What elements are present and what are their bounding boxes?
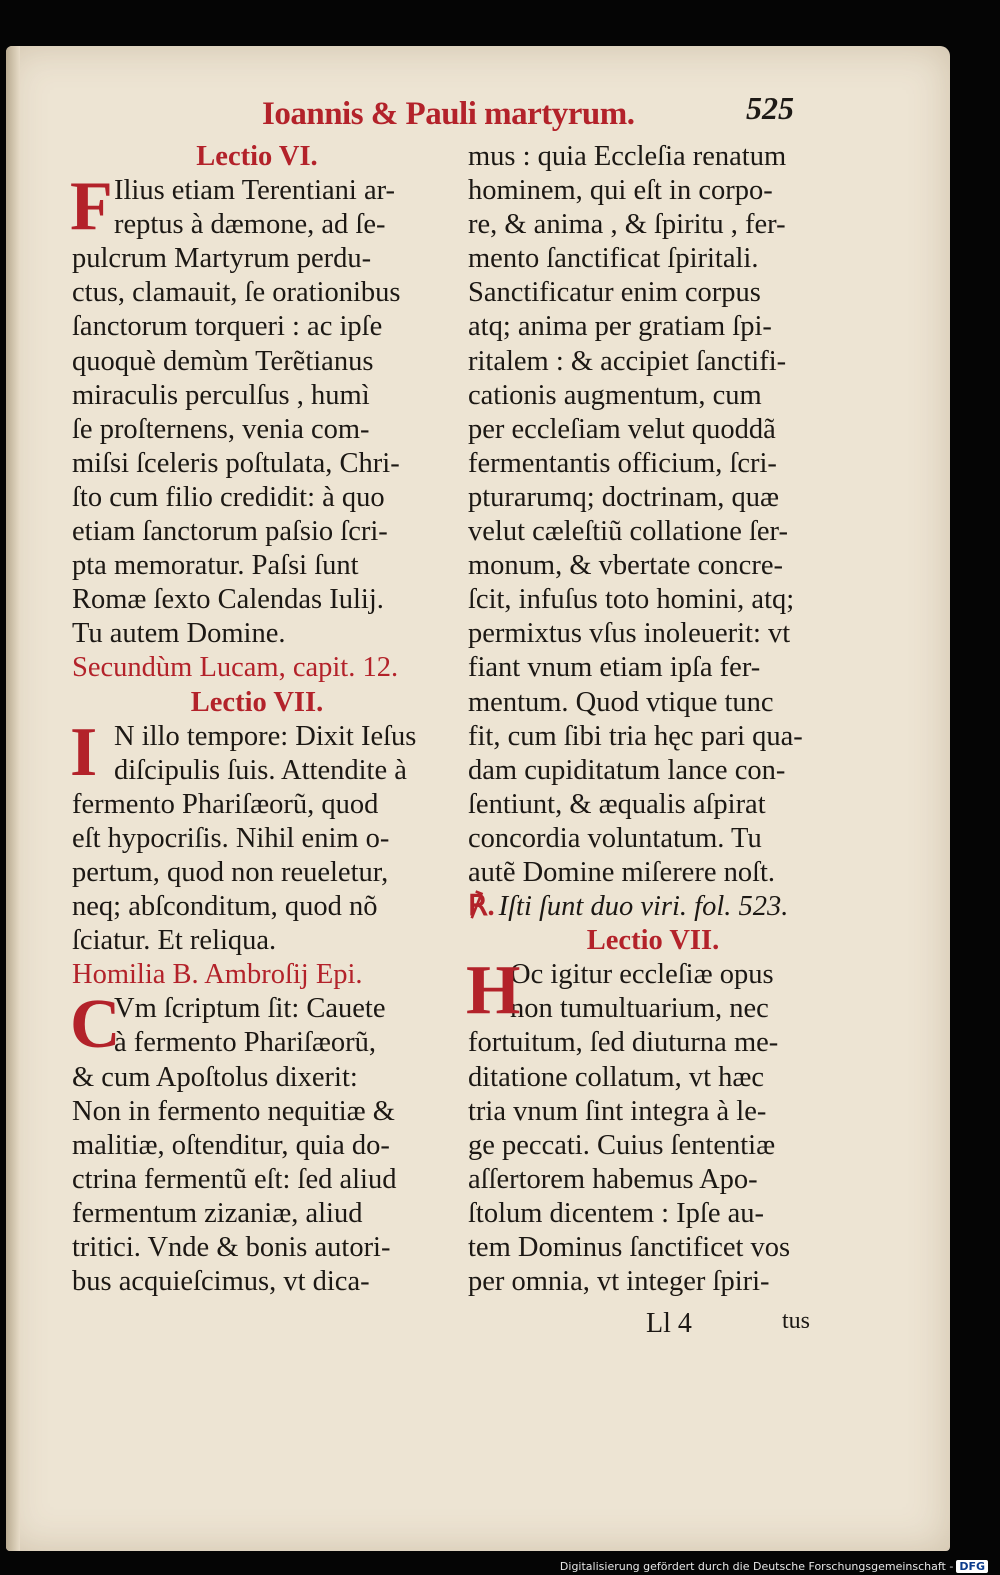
text-line: velut cæleſtiũ collatione ſer- bbox=[468, 516, 788, 548]
text-line: eſt hypocriſis. Nihil enim o- bbox=[72, 822, 390, 854]
text-line: autẽ Domine miſerere noſt. bbox=[468, 856, 776, 888]
text-line: neq; abſconditum, quod nõ bbox=[72, 891, 378, 923]
text-line: ritalem : & accipiet ſanctifi- bbox=[468, 345, 787, 377]
running-head: Ioannis & Pauli martyrum. bbox=[262, 96, 635, 132]
text-line: fermentum zizaniæ, aliud bbox=[72, 1197, 363, 1229]
text-line: miraculis perculſus , humì bbox=[72, 379, 370, 411]
text-line: pturarumq; doctrinam, quæ bbox=[468, 481, 780, 513]
right-column bbox=[468, 140, 838, 1299]
catchword: tus bbox=[782, 1308, 811, 1334]
text-line: dam cupiditatum lance con- bbox=[468, 754, 786, 786]
text-line: ſcit, infuſus toto homini, atq; bbox=[468, 584, 795, 616]
text-line: bus acquieſcimus, vt dica- bbox=[72, 1266, 370, 1298]
text-line: & cum Apoſtolus dixerit: bbox=[72, 1061, 358, 1093]
text-line: Non in fermento nequitiæ & bbox=[72, 1095, 395, 1127]
text-line: concordia voluntatum. Tu bbox=[468, 822, 762, 854]
text-line: ditatione collatum, vt hæc bbox=[468, 1061, 765, 1093]
text-line: pertum, quod non reueletur, bbox=[72, 856, 389, 888]
text-line: per eccleſiam velut quoddã bbox=[468, 413, 776, 445]
rubric-line: Homilia B. Ambroſij Epi. bbox=[72, 959, 363, 991]
digitization-credit bbox=[560, 1560, 988, 1573]
text-line: Oc igitur eccleſiæ opus bbox=[510, 959, 774, 991]
text-line: tria vnum ſint integra à le- bbox=[468, 1095, 767, 1127]
text-line: Tu autem Domine. bbox=[72, 618, 286, 650]
text-paragraph bbox=[70, 168, 442, 651]
page-gutter bbox=[6, 46, 20, 1551]
text-line: fortuitum, ſed diuturna me- bbox=[468, 1027, 779, 1059]
text-line: atq; anima per gratiam ſpi- bbox=[468, 311, 772, 343]
lectio-heading: Lectio VII. bbox=[586, 925, 720, 957]
text-line: ſanctorum torqueri : ac ipſe bbox=[72, 311, 383, 343]
text-line: reptus à dæmone, ad ſe- bbox=[114, 209, 386, 241]
text-line: ſe proſternens, venia com- bbox=[72, 413, 370, 445]
text-line: Ilius etiam Terentiani ar- bbox=[114, 175, 396, 207]
lectio-heading: Lectio VII. bbox=[190, 686, 324, 718]
text-line: Romæ ſexto Calendas Iulij. bbox=[72, 584, 384, 616]
text-line: per omnia, vt integer ſpiri- bbox=[468, 1266, 770, 1298]
text-paragraph bbox=[468, 140, 838, 890]
text-line: ſciatur. Et reliqua. bbox=[72, 925, 277, 957]
text-paragraph bbox=[466, 952, 838, 1299]
text-line: ſtolum dicentem : Ipſe au- bbox=[468, 1197, 764, 1229]
text-line: ge peccati. Cuius ſententiæ bbox=[468, 1129, 776, 1161]
text-line: aſſertorem habemus Apo- bbox=[468, 1163, 758, 1195]
text-line: Sanctificatur enim corpus bbox=[468, 277, 761, 309]
text-line: cationis augmentum, cum bbox=[468, 379, 762, 411]
signature-mark: Ll 4 bbox=[646, 1308, 692, 1339]
drop-initial: F bbox=[70, 168, 113, 246]
responsory-text: Iſti ſunt duo viri. fol. 523. bbox=[498, 891, 789, 923]
text-line: re, & anima , & ſpiritu , fer- bbox=[468, 209, 786, 241]
text-line: ctus, clamauit, ſe orationibus bbox=[72, 277, 401, 309]
text-line: mentum. Quod vtique tunc bbox=[468, 686, 774, 718]
left-column bbox=[72, 140, 442, 1299]
drop-initial: H bbox=[466, 952, 521, 1030]
text-line: à fermento Phariſæorũ, bbox=[114, 1027, 376, 1059]
text-line: fermentantis officium, ſcri- bbox=[468, 447, 777, 479]
text-line: monum, & vbertate concre- bbox=[468, 550, 783, 582]
text-line: tritici. Vnde & bonis autori- bbox=[72, 1232, 391, 1263]
text-line: mus : quia Eccleſia renatum bbox=[468, 141, 787, 172]
text-line: ſentiunt, & æqualis aſpirat bbox=[468, 788, 766, 820]
text-line: diſcipulis ſuis. Attendite à bbox=[114, 754, 407, 786]
text-line: malitiæ, oſtenditur, quia do- bbox=[72, 1129, 390, 1161]
text-line: permixtus vſus inoleuerit: vt bbox=[468, 618, 791, 650]
text-line: miſsi ſceleris poſtulata, Chri- bbox=[72, 447, 400, 479]
drop-initial: C bbox=[70, 986, 121, 1064]
dfg-logo: DFG bbox=[956, 1560, 988, 1573]
text-line: quoquè demùm Terẽtianus bbox=[72, 345, 374, 377]
text-line: non tumultuarium, nec bbox=[510, 993, 769, 1025]
text-line: pulcrum Martyrum perdu- bbox=[72, 243, 372, 275]
lectio-heading: Lectio VI. bbox=[196, 141, 318, 172]
text-line: fit, cum ſibi tria hęc pari qua- bbox=[468, 720, 803, 752]
text-line: Vm ſcriptum ſit: Cauete bbox=[114, 993, 386, 1025]
drop-initial: I bbox=[70, 713, 98, 791]
text-line: fermento Phariſæorũ, quod bbox=[72, 788, 379, 820]
responsory-reference bbox=[468, 890, 838, 924]
text-line: etiam ſanctorum paſsio ſcri- bbox=[72, 516, 388, 548]
credit-text: Digitalisierung gefördert durch die Deutsche Forschungsgemeinschaft - bbox=[559, 1560, 954, 1573]
text-line: ſto cum filio credidit: à quo bbox=[72, 481, 385, 513]
text-line: tem Dominus ſanctificet vos bbox=[468, 1232, 791, 1263]
text-line: N illo tempore: Dixit Ieſus bbox=[114, 720, 417, 752]
text-line: hominem, qui eſt in corpo- bbox=[468, 175, 773, 207]
responsory-symbol: ℟. bbox=[468, 891, 495, 923]
rubric-line: Secundùm Lucam, capit. 12. bbox=[72, 652, 399, 684]
folio-number: 525 bbox=[746, 90, 794, 126]
text-line: fiant vnum etiam ipſa fer- bbox=[468, 652, 761, 684]
text-paragraph bbox=[70, 713, 442, 959]
text-line: mento ſanctificat ſpiritali. bbox=[468, 243, 759, 275]
text-paragraph bbox=[70, 986, 442, 1299]
text-line: ctrina fermentũ eſt: ſed aliud bbox=[72, 1163, 397, 1195]
text-line: pta memoratur. Paſsi ſunt bbox=[72, 550, 359, 582]
